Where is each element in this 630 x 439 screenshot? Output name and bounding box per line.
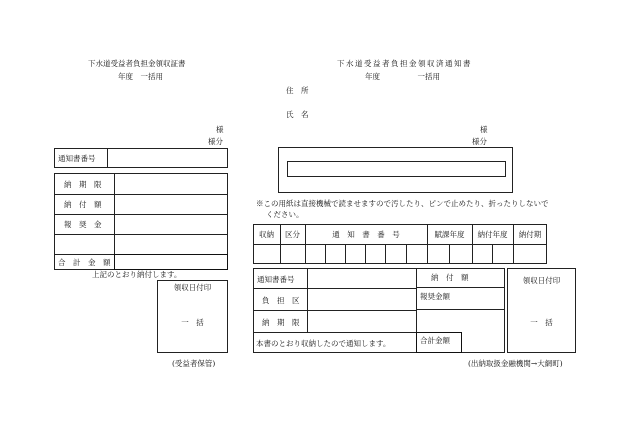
col-notice-number: 通 知 書 番 号 — [332, 230, 400, 239]
right-name-label: 氏 名 — [286, 110, 309, 119]
right-payment-amount-label: 納 付 額 — [431, 273, 469, 282]
left-notice-number-label: 通知書番号 — [58, 154, 96, 163]
left-stamp-text: 一 括 — [181, 318, 204, 327]
ocr-area-inner — [287, 161, 506, 177]
right-sama-bun: 様分 — [472, 137, 487, 146]
left-total-label: 合 計 金 額 — [58, 258, 111, 267]
right-subsidy-label: 報奨金額 — [420, 292, 450, 301]
col-nofu-ki: 納付期 — [518, 230, 542, 239]
left-due-date-label: 納 期 限 — [64, 180, 102, 189]
right-footer: (出納取扱金融機関→大網町) — [468, 359, 563, 368]
left-total-value — [114, 254, 228, 270]
left-sama-bun: 様分 — [208, 137, 223, 146]
col-kubun: 区分 — [285, 230, 300, 239]
left-payment-amount-label: 納 付 額 — [64, 200, 102, 209]
right-notice-number-label: 通知書番号 — [257, 275, 295, 284]
warning-line1: ※この用紙は直接機械で読ませますので汚したり、ピンで止めたり、折ったりしないで — [256, 199, 549, 208]
right-title: 下水道受益者負担金領収済通知書 — [337, 59, 472, 68]
right-stamp-label: 領収日付印 — [522, 276, 561, 285]
col-nofu-nendo: 納付年度 — [477, 230, 508, 239]
col-fuka-nendo: 賦課年度 — [434, 230, 465, 239]
left-subsidy-label: 報 奨 金 — [64, 220, 102, 229]
left-received-note: 上記のとおり納付します。 — [92, 270, 182, 279]
left-sama: 様 — [216, 125, 224, 134]
right-address-label: 住 所 — [286, 86, 309, 95]
left-year-line: 年度 一括用 — [118, 72, 163, 81]
right-total-label: 合計金額 — [420, 336, 450, 345]
left-stamp-label: 領収日付印 — [173, 283, 212, 292]
right-notice-note: 本書のとおり収納したので通知します。 — [256, 339, 391, 348]
warning-line2: ください。 — [266, 210, 304, 219]
left-title: 下水道受益者負担金領収証書 — [88, 59, 186, 68]
right-due-date-label: 納 期 限 — [262, 318, 300, 327]
right-district-label: 負 担 区 — [262, 296, 300, 305]
col-shuno: 収納 — [259, 230, 274, 239]
left-footer: (受益者保管) — [172, 359, 216, 368]
right-sama: 様 — [480, 125, 488, 134]
right-stamp-text: 一 括 — [530, 318, 553, 327]
right-year-line: 年度 一括用 — [365, 72, 440, 81]
